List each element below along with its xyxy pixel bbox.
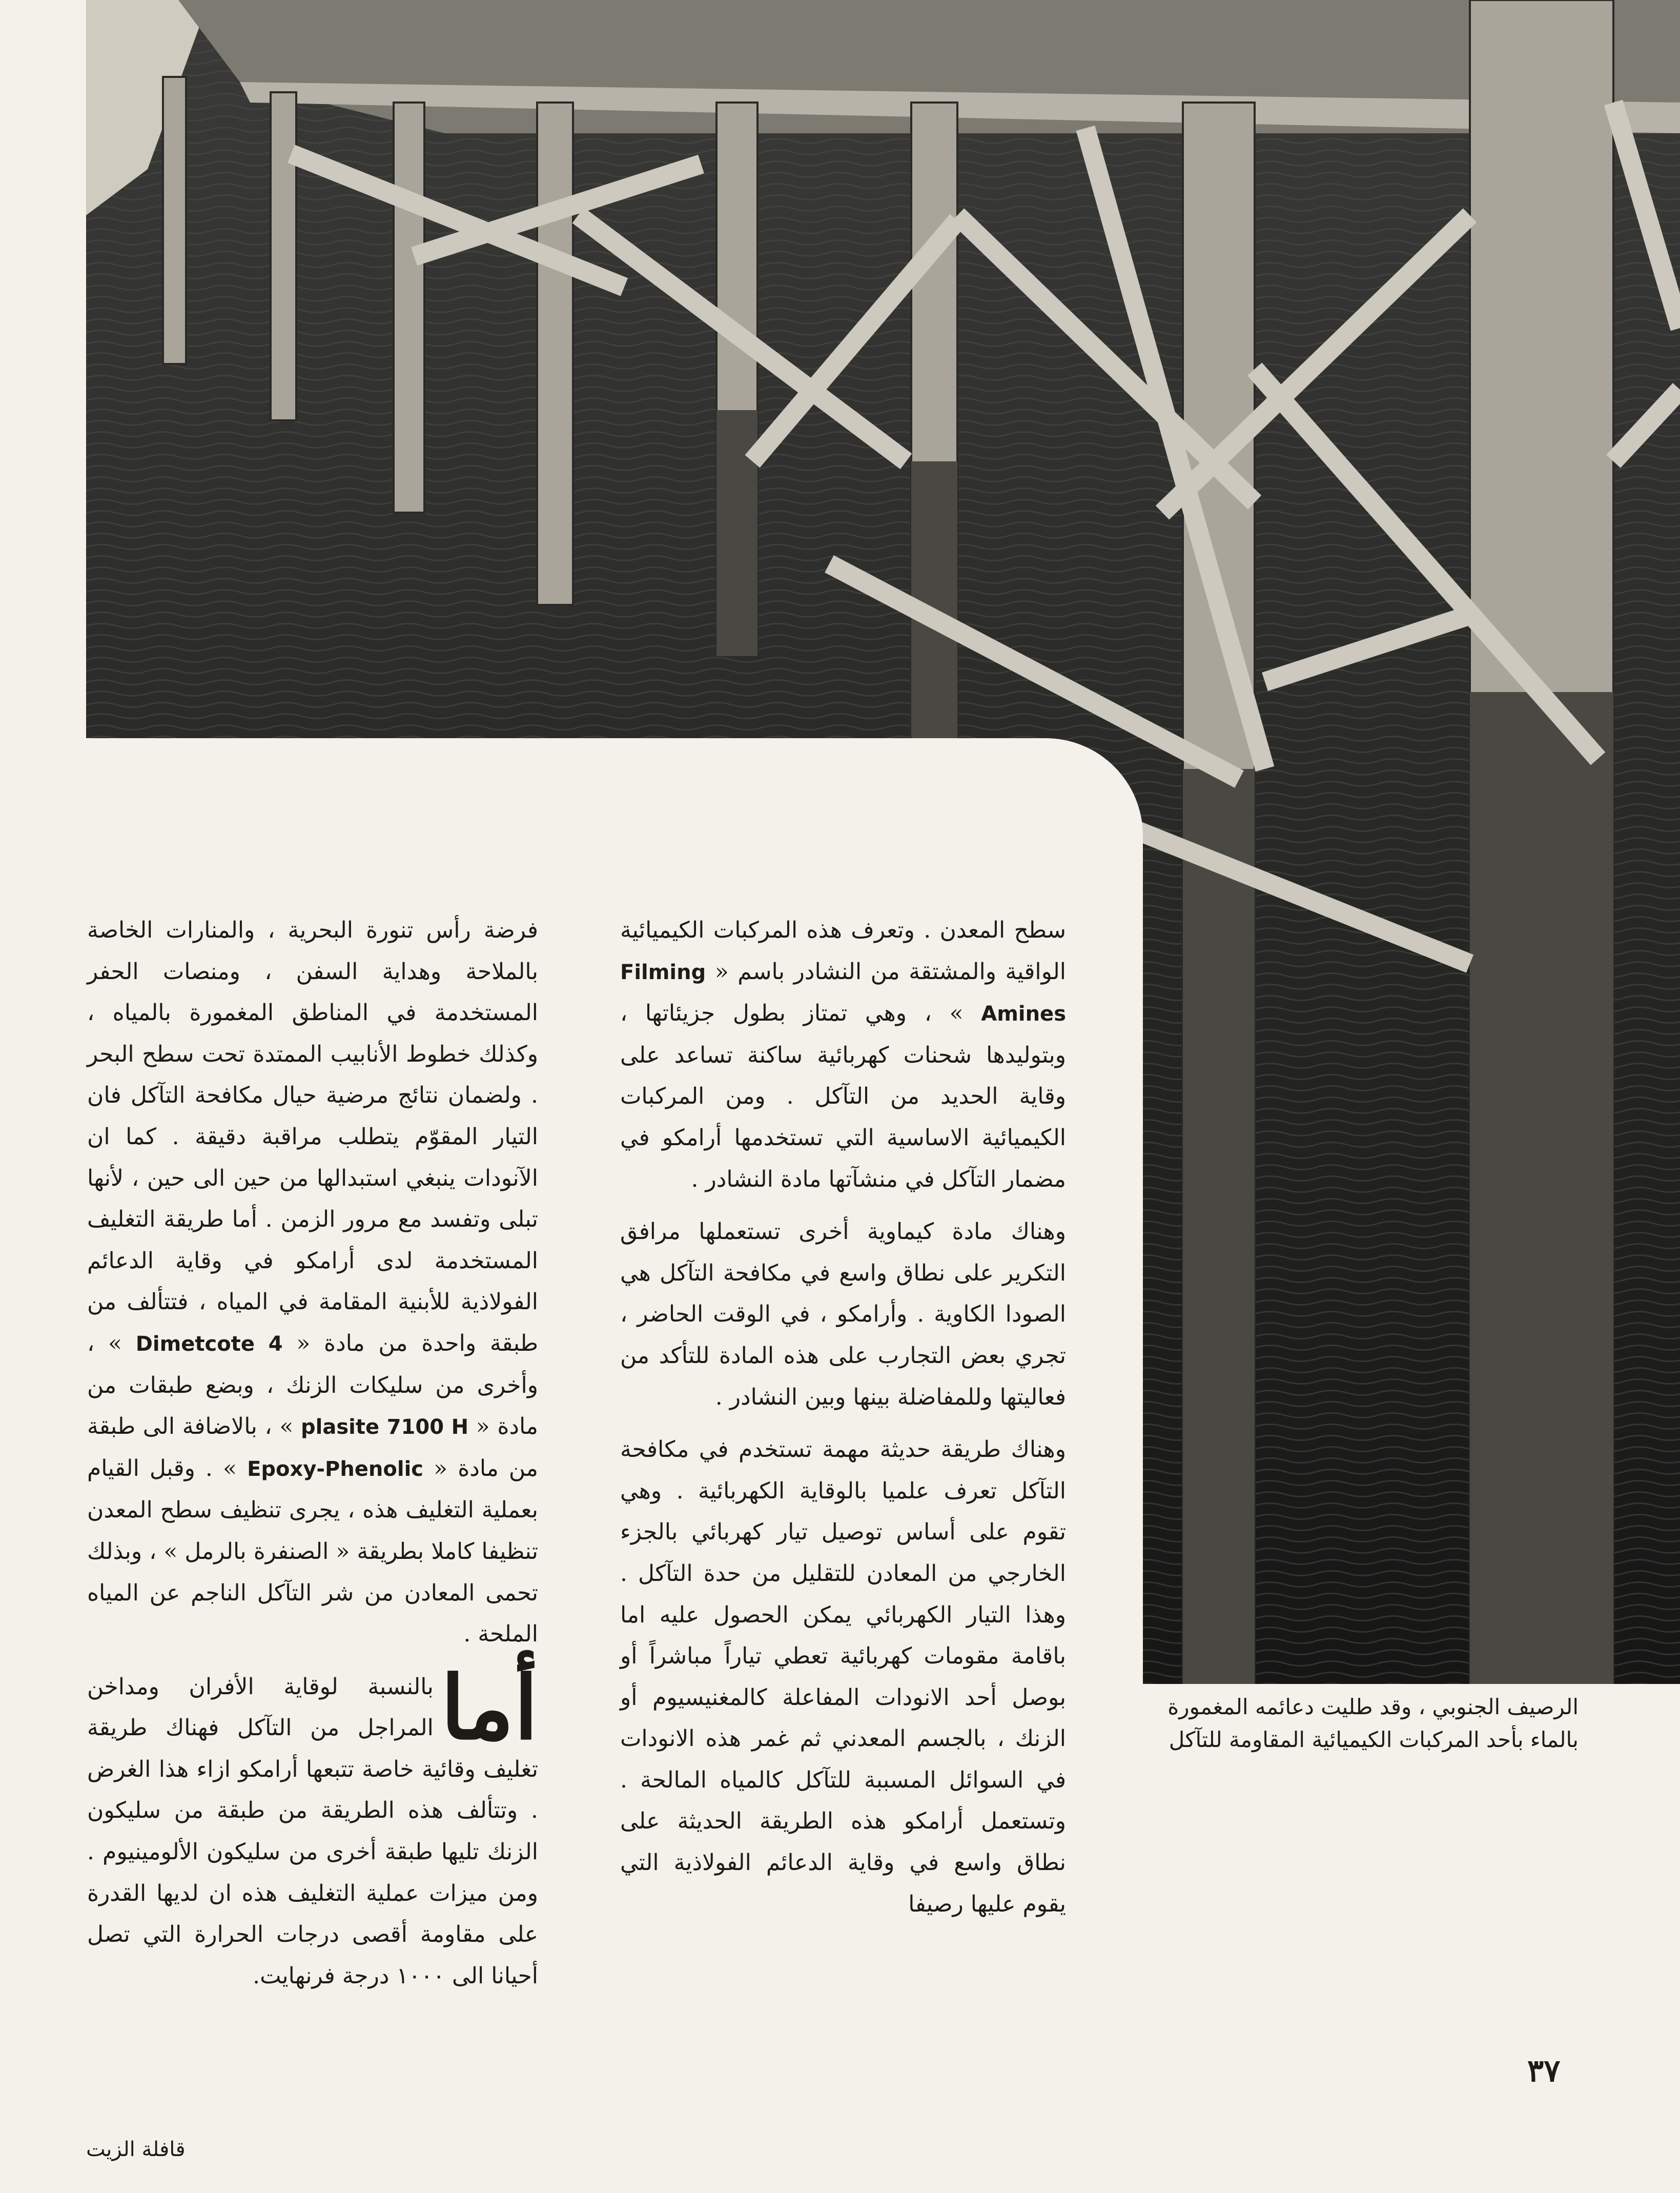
latin-term: Filming Amines	[620, 960, 1066, 1026]
paragraph-text: » ، وهي تمتاز بطول جزيئاتها ، وبتوليدها شحنات كهربائية ساكنة تساعد على وقاية الحديد من التآكل . ومن المركبات الكيميائية الاساسية التي تستخدمها أرامكو في مضمار التآكل في منشآتها مادة النشادر .	[620, 1000, 1066, 1192]
paragraph: وهناك طريقة حديثة مهمة تستخدم في مكافحة التآكل تعرف علميا بالوقاية الكهربائية . وهي تقوم على أساس توصيل تيار كهربائي بالجزء الخارجي من المعادن للتقليل من حدة التآكل . وهذا التيار الكهربائي يمكن الحصول عليه اما باقامة مقومات كهربائية تعطي تياراً مباشراً أو بوصل أحد الانودات المفاعلة كالمغنيسيوم أو الزنك ، بالجسم المعدني ثم غمر هذه الانودات في السوائل المسببة للتآكل كالمياه المالحة . وتستعمل أرامكو هذه الطريقة الحديثة على نطاق واسع في وقاية الدعائم الفولاذية التي يقوم عليها رصيفا	[620, 1436, 1066, 1917]
paragraph-text: » ، وأخرى من سليكات الزنك ، وبضع طبقات من مادة «	[87, 1330, 538, 1440]
paragraph	[87, 1656, 538, 1997]
paragraph-text: » . وقبل القيام بعملية التغليف هذه ، يجرى تنظيف سطح المعدن تنظيفا كاملا بطريقة « الصنفرة بالرمل » ، وبذلك تحمى المعادن من شر التآكل الناجم عن المياه الملحة .	[87, 1455, 538, 1648]
page-number: ٣٧	[1527, 2053, 1561, 2089]
latin-term: Epoxy-Phenolic	[247, 1457, 424, 1481]
magazine-name: قافلة الزيت	[86, 2138, 186, 2161]
paragraph	[620, 910, 1066, 1200]
paragraph	[87, 910, 538, 1655]
drop-cap: أما	[440, 1656, 538, 1759]
photo-caption: الرصيف الجنوبي ، وقد طليت دعائمه المغمورة بالماء بأحد المركبات الكيميائية المقاومة للتآكل	[1167, 1694, 1579, 1752]
article-column-left	[87, 910, 538, 2008]
article-column-right	[620, 910, 1066, 1936]
latin-term: plasite 7100 H	[301, 1415, 469, 1439]
paragraph-text: » ، بالاضافة الى طبقة من مادة «	[87, 1413, 538, 1481]
paragraph-text: فرضة رأس تنورة البحرية ، والمنارات الخاصة بالملاحة وهداية السفن ، ومنصات الحفر المستخدمة في المناطق المغمورة بالمياه ، وكذلك خطوط الأنابيب الممتدة تحت سطح البحر . ولضمان نتائج مرضية حيال مكافحة التآكل فان التيار المقوّم يتطلب مراقبة دقيقة . كما ان الآنودات ينبغي استبدالها من حين الى حين ، لأنها تبلى وتفسد مع مرور الزمن . أما طريقة التغليف المستخدمة لدى أرامكو في وقاية الدعائم الفولاذية للأبنية المقامة في المياه ، فتتألف من طبقة واحدة من مادة «	[87, 917, 539, 1356]
paragraph-text: سطح المعدن . وتعرف هذه المركبات الكيميائية الواقية والمشتقة من النشادر باسم «	[620, 917, 1066, 985]
paragraph: وهناك مادة كيماوية أخرى تستعملها مرافق التكرير على نطاق واسع في مكافحة التآكل هي الصودا الكاوية . وأرامكو ، في الوقت الحاضر ، تجري بعض التجارب على هذه المادة للتأكد من فعاليتها وللمفاضلة بينها وبين النشادر .	[620, 1219, 1066, 1410]
latin-term: Dimetcote 4	[135, 1332, 283, 1356]
paragraph-text: بالنسبة لوقاية الأفران ومداخن المراجل من التآكل فهناك طريقة تغليف وقائية خاصة تتبعها أرامكو ازاء هذا الغرض . وتتألف هذه الطريقة من طبقة من سليكون الزنك تليها طبقة أخرى من سليكون الألومينيوم . ومن ميزات عملية التغليف هذه ان لديها القدرة على مقاومة أقصى درجات الحرارة التي تصل أحيانا الى ١٠٠٠ درجة فرنهايت.	[87, 1673, 538, 1989]
